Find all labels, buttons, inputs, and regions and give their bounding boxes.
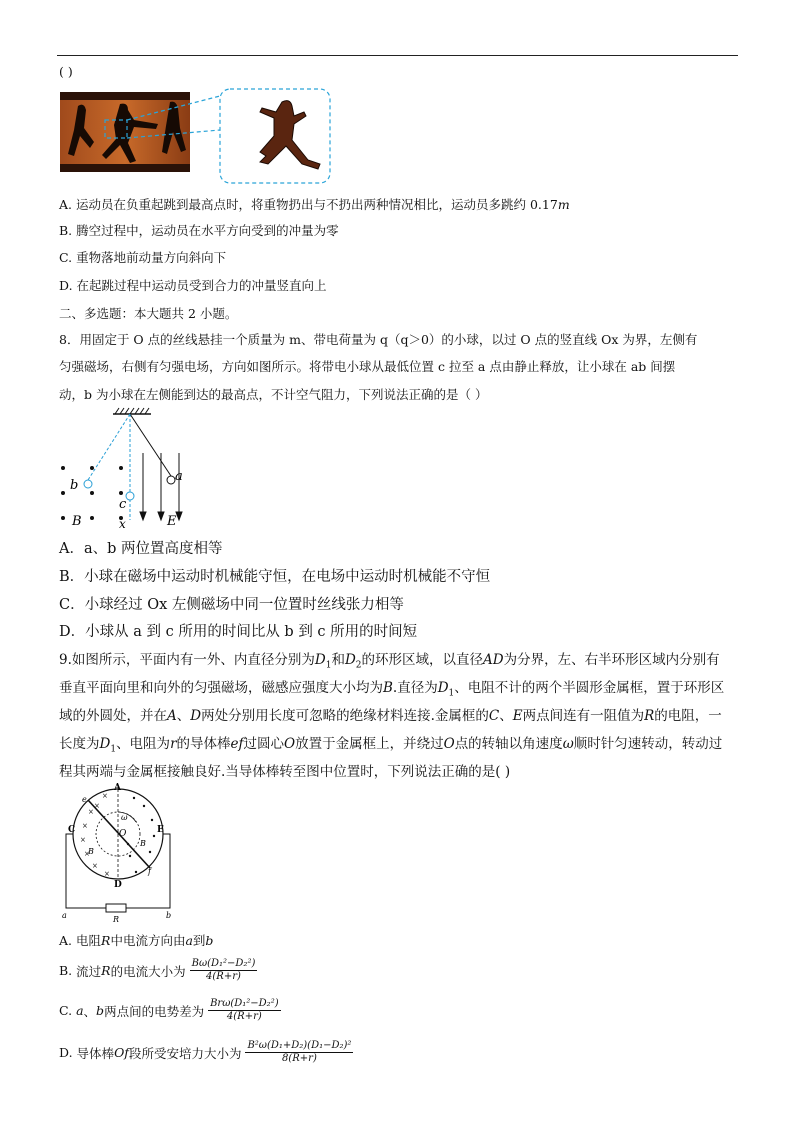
label-omega: ω <box>121 813 128 822</box>
q7-option-d <box>59 276 327 294</box>
svg-text:×: × <box>92 862 98 870</box>
q9-option-d: D. 导体棒Of段所受安培力大小为 $\frac{\text{B²ω(D₁+D₂)(D₁−D₂)²}}{8(R+r)}$ <box>59 1040 352 1064</box>
q8-option-d: D．小球从 a 到 c 所用的时间比从 b 到 c 所用的时间短 <box>59 624 418 640</box>
label-e: e <box>82 795 87 804</box>
q9-ring-diagram <box>58 783 188 924</box>
option-letter: A. <box>59 197 73 212</box>
option-unit: m <box>557 197 570 212</box>
current-fraction: $\frac{\text{Bω(D₁²−D₂²)}}{4(R+r)}$ <box>191 958 256 982</box>
svg-text:×: × <box>94 802 100 810</box>
q9-stem-line3: 域的外圆处，并在A、D两处分别用长度可忽略的绝缘材料连接.金属框的C、E两点间连有一阻值为R的电阻，一 <box>59 708 722 724</box>
svg-text:×: × <box>104 870 110 878</box>
q9-option-b: B. 流过R的电流大小为 $\frac{\text{Bω(D₁²−D₂²)}}{4(R+r)}$ <box>59 958 256 982</box>
q8-option-b: B．小球在磁场中运动时机械能守恒，在电场中运动时机械能不守恒 <box>59 569 491 585</box>
label-B-right: B <box>140 839 146 848</box>
svg-text:×: × <box>82 822 88 830</box>
label-E-field: E <box>167 514 177 529</box>
label-x: x <box>119 517 126 531</box>
q9-stem-line5: 程其两端与金属框接触良好.当导体棒转至图中位置时，下列说法正确的是( ) <box>59 764 511 780</box>
label-c: c <box>119 497 127 512</box>
option-letter: D. <box>59 278 73 293</box>
voltage-fraction: $\frac{\text{Brω(D₁²−D₂²)}}{4(R+r)}$ <box>210 998 279 1022</box>
q9-stem-line4: 长度为$D_1$、电阻为r的导体棒ef过圆心O放置于金属框上，并绕过O点的转轴以角速度ω顺时针匀速转动，转动过 <box>59 736 723 755</box>
q8-option-a: A．a、b 两位置高度相等 <box>59 541 223 557</box>
q7-option-c <box>59 248 226 266</box>
svg-text:×: × <box>84 850 90 858</box>
q9-option-c: C. a、b两点间的电势差为 $\frac{\text{Brω(D₁²−D₂²)}}{4(R+r)}$ <box>59 998 279 1022</box>
q9-figure <box>58 784 188 922</box>
q9-stem-line2: 垂直平面向里和向外的匀强磁场，磁感应强度大小均为B.直径为$D_1$、电阻不计的两个半圆形金属框，置于环形区 <box>59 680 725 699</box>
q8-stem-line2: 匀强磁场，右侧有匀强电场，方向如图所示。将带电小球从最低位置 c 拉至 a 点由静止释放，让小球在 ab 间摆 <box>59 359 676 374</box>
q8-stem-line1: 8．用固定于 O 点的丝线悬挂一个质量为 m、带电荷量为 q（q＞0）的小球，以过 O 点的竖直线 Ox 为界，左侧有 <box>59 332 698 347</box>
svg-text:×: × <box>80 836 86 844</box>
q8-figure <box>55 408 205 534</box>
q9-option-a: A. 电阻R中电流方向由a到b <box>59 933 214 948</box>
label-C: C <box>68 825 76 835</box>
option-letter: B. <box>59 223 73 238</box>
q8-option-c: C．小球经过 Ox 左侧磁场中同一位置时丝线张力相等 <box>59 597 404 613</box>
q7-vase-illustration <box>60 88 335 186</box>
q8-stem-line3: 动，b 为小球在左侧能到达的最高点，不计空气阻力，下列说法正确的是（ ） <box>59 387 488 402</box>
q7-option-a <box>59 195 570 213</box>
label-E: E <box>157 825 164 835</box>
label-B-field: B <box>72 514 82 529</box>
svg-text:×: × <box>102 792 108 800</box>
label-A: A <box>114 783 121 793</box>
label-a: a <box>175 469 183 484</box>
option-text: 重物落地前动量方向斜向下 <box>76 250 227 265</box>
q8-pendulum-diagram <box>55 408 205 530</box>
label-D: D <box>114 880 122 890</box>
option-letter: C. <box>59 250 73 265</box>
label-b: b <box>70 478 79 493</box>
label-b: b <box>166 911 172 920</box>
option-text: 腾空过程中，运动员在水平方向受到的冲量为零 <box>76 223 339 238</box>
option-text: 运动员在负重起跳到最高点时，将重物扔出与不扔出两种情况相比，运动员多跳约 0.17 <box>76 197 558 212</box>
section-heading: 二、多选题：本大题共 2 小题。 <box>59 306 238 321</box>
label-O: O <box>119 829 127 839</box>
label-R: R <box>113 915 120 924</box>
header-rule <box>57 55 738 56</box>
label-a: a <box>62 911 67 920</box>
label-B-left: B <box>88 847 94 856</box>
q7-figure <box>60 88 335 190</box>
option-text: 在起跳过程中运动员受到合力的冲量竖直向上 <box>76 278 327 293</box>
svg-text:×: × <box>88 808 94 816</box>
q7-blank: ( ) <box>59 64 73 79</box>
label-f: f <box>148 867 151 876</box>
force-fraction: $\frac{\text{B²ω(D₁+D₂)(D₁−D₂)²}}{8(R+r)}$ <box>247 1040 352 1064</box>
q7-option-b <box>59 221 339 239</box>
q9-stem-line1: 9.如图所示，平面内有一外、内直径分别为$D_1$和$D_2$的环形区域，以直径AD为分界，左、右半环形区域内分别有 <box>59 652 720 671</box>
